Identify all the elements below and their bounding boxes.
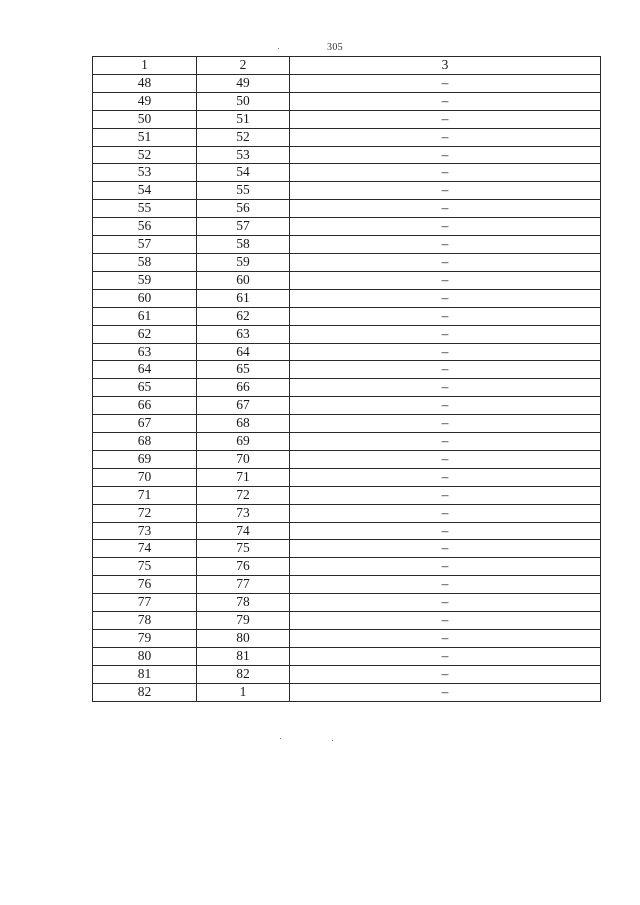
- row-cell-col2: 1: [197, 683, 290, 701]
- row-cell-col3: –: [290, 92, 601, 110]
- column-header-2: 2: [197, 57, 290, 75]
- row-cell-col2: 78: [197, 594, 290, 612]
- row-cell-col1: 66: [93, 397, 197, 415]
- column-header-1: 1: [93, 57, 197, 75]
- row-cell-col2: 68: [197, 415, 290, 433]
- table-row: [93, 450, 601, 468]
- row-cell-col1: 63: [93, 343, 197, 361]
- row-cell-col2: 75: [197, 540, 290, 558]
- table-row: [93, 74, 601, 92]
- table-row: [93, 504, 601, 522]
- row-cell-col2: 54: [197, 164, 290, 182]
- scan-speck: [332, 740, 333, 741]
- table-row: [93, 110, 601, 128]
- row-cell-col2: 49: [197, 74, 290, 92]
- row-cell-col3: –: [290, 218, 601, 236]
- row-cell-col1: 53: [93, 164, 197, 182]
- table-row: [93, 379, 601, 397]
- row-cell-col1: 50: [93, 110, 197, 128]
- table-header-row: [93, 57, 601, 75]
- table-row: [93, 522, 601, 540]
- row-cell-col2: 62: [197, 307, 290, 325]
- row-cell-col3: –: [290, 236, 601, 254]
- page-number-line: [0, 42, 640, 53]
- row-cell-col1: 77: [93, 594, 197, 612]
- row-cell-col3: –: [290, 468, 601, 486]
- row-cell-col3: –: [290, 630, 601, 648]
- row-cell-col3: –: [290, 647, 601, 665]
- row-cell-col2: 72: [197, 486, 290, 504]
- row-cell-col2: 74: [197, 522, 290, 540]
- row-cell-col3: –: [290, 379, 601, 397]
- row-cell-col2: 69: [197, 433, 290, 451]
- row-cell-col3: –: [290, 325, 601, 343]
- table-row: [93, 433, 601, 451]
- table-row: [93, 612, 601, 630]
- page-number: 305: [327, 42, 343, 53]
- row-cell-col1: 73: [93, 522, 197, 540]
- row-cell-col1: 62: [93, 325, 197, 343]
- table-row: [93, 128, 601, 146]
- row-cell-col2: 79: [197, 612, 290, 630]
- table-row: [93, 92, 601, 110]
- row-cell-col3: –: [290, 558, 601, 576]
- row-cell-col3: –: [290, 433, 601, 451]
- row-cell-col2: 66: [197, 379, 290, 397]
- row-cell-col2: 56: [197, 200, 290, 218]
- table-row: [93, 271, 601, 289]
- row-cell-col1: 74: [93, 540, 197, 558]
- row-cell-col1: 68: [93, 433, 197, 451]
- table-row: [93, 540, 601, 558]
- table-row: [93, 683, 601, 701]
- row-cell-col3: –: [290, 594, 601, 612]
- row-cell-col1: 80: [93, 647, 197, 665]
- row-cell-col2: 65: [197, 361, 290, 379]
- row-cell-col2: 51: [197, 110, 290, 128]
- row-cell-col1: 51: [93, 128, 197, 146]
- data-table: [92, 56, 601, 702]
- table-row: [93, 468, 601, 486]
- row-cell-col3: –: [290, 486, 601, 504]
- row-cell-col3: –: [290, 612, 601, 630]
- table-row: [93, 325, 601, 343]
- row-cell-col3: –: [290, 182, 601, 200]
- row-cell-col3: –: [290, 683, 601, 701]
- row-cell-col2: 70: [197, 450, 290, 468]
- table-row: [93, 218, 601, 236]
- scan-speck: [280, 738, 281, 739]
- row-cell-col1: 67: [93, 415, 197, 433]
- table-row: [93, 289, 601, 307]
- row-cell-col3: –: [290, 576, 601, 594]
- row-cell-col3: –: [290, 146, 601, 164]
- row-cell-col2: 81: [197, 647, 290, 665]
- row-cell-col2: 57: [197, 218, 290, 236]
- column-header-3: 3: [290, 57, 601, 75]
- table-row: [93, 253, 601, 271]
- table-row: [93, 164, 601, 182]
- row-cell-col3: –: [290, 271, 601, 289]
- row-cell-col1: 75: [93, 558, 197, 576]
- table-row: [93, 182, 601, 200]
- row-cell-col3: –: [290, 522, 601, 540]
- table-row: [93, 146, 601, 164]
- row-cell-col1: 72: [93, 504, 197, 522]
- row-cell-col2: 71: [197, 468, 290, 486]
- table-row: [93, 594, 601, 612]
- row-cell-col3: –: [290, 361, 601, 379]
- row-cell-col2: 58: [197, 236, 290, 254]
- table-row: [93, 647, 601, 665]
- row-cell-col3: –: [290, 164, 601, 182]
- row-cell-col3: –: [290, 74, 601, 92]
- row-cell-col1: 64: [93, 361, 197, 379]
- row-cell-col1: 49: [93, 92, 197, 110]
- row-cell-col2: 60: [197, 271, 290, 289]
- row-cell-col1: 81: [93, 665, 197, 683]
- row-cell-col2: 63: [197, 325, 290, 343]
- row-cell-col3: –: [290, 540, 601, 558]
- table-row: [93, 558, 601, 576]
- row-cell-col2: 55: [197, 182, 290, 200]
- row-cell-col3: –: [290, 504, 601, 522]
- row-cell-col2: 67: [197, 397, 290, 415]
- row-cell-col3: –: [290, 110, 601, 128]
- row-cell-col2: 50: [197, 92, 290, 110]
- row-cell-col1: 57: [93, 236, 197, 254]
- row-cell-col3: –: [290, 200, 601, 218]
- row-cell-col2: 59: [197, 253, 290, 271]
- row-cell-col1: 52: [93, 146, 197, 164]
- row-cell-col2: 77: [197, 576, 290, 594]
- table-row: [93, 361, 601, 379]
- row-cell-col3: –: [290, 450, 601, 468]
- row-cell-col2: 52: [197, 128, 290, 146]
- row-cell-col1: 78: [93, 612, 197, 630]
- table-row: [93, 307, 601, 325]
- table-row: [93, 200, 601, 218]
- scan-speck: [278, 48, 279, 49]
- row-cell-col1: 59: [93, 271, 197, 289]
- table-row: [93, 397, 601, 415]
- table-row: [93, 343, 601, 361]
- table-row: [93, 576, 601, 594]
- row-cell-col2: 76: [197, 558, 290, 576]
- table-row: [93, 665, 601, 683]
- row-cell-col1: 55: [93, 200, 197, 218]
- row-cell-col1: 56: [93, 218, 197, 236]
- row-cell-col3: –: [290, 397, 601, 415]
- row-cell-col3: –: [290, 665, 601, 683]
- row-cell-col1: 65: [93, 379, 197, 397]
- row-cell-col1: 69: [93, 450, 197, 468]
- row-cell-col3: –: [290, 343, 601, 361]
- row-cell-col2: 61: [197, 289, 290, 307]
- table-row: [93, 486, 601, 504]
- row-cell-col1: 58: [93, 253, 197, 271]
- row-cell-col1: 48: [93, 74, 197, 92]
- row-cell-col3: –: [290, 307, 601, 325]
- row-cell-col3: –: [290, 253, 601, 271]
- table-row: [93, 236, 601, 254]
- row-cell-col3: –: [290, 128, 601, 146]
- table-body: [93, 74, 601, 701]
- row-cell-col2: 80: [197, 630, 290, 648]
- row-cell-col1: 60: [93, 289, 197, 307]
- row-cell-col1: 61: [93, 307, 197, 325]
- table-row: [93, 630, 601, 648]
- row-cell-col2: 82: [197, 665, 290, 683]
- row-cell-col3: –: [290, 289, 601, 307]
- row-cell-col1: 76: [93, 576, 197, 594]
- row-cell-col1: 79: [93, 630, 197, 648]
- row-cell-col2: 73: [197, 504, 290, 522]
- row-cell-col2: 53: [197, 146, 290, 164]
- row-cell-col1: 70: [93, 468, 197, 486]
- row-cell-col3: –: [290, 415, 601, 433]
- row-cell-col1: 71: [93, 486, 197, 504]
- row-cell-col1: 82: [93, 683, 197, 701]
- row-cell-col2: 64: [197, 343, 290, 361]
- row-cell-col1: 54: [93, 182, 197, 200]
- table-row: [93, 415, 601, 433]
